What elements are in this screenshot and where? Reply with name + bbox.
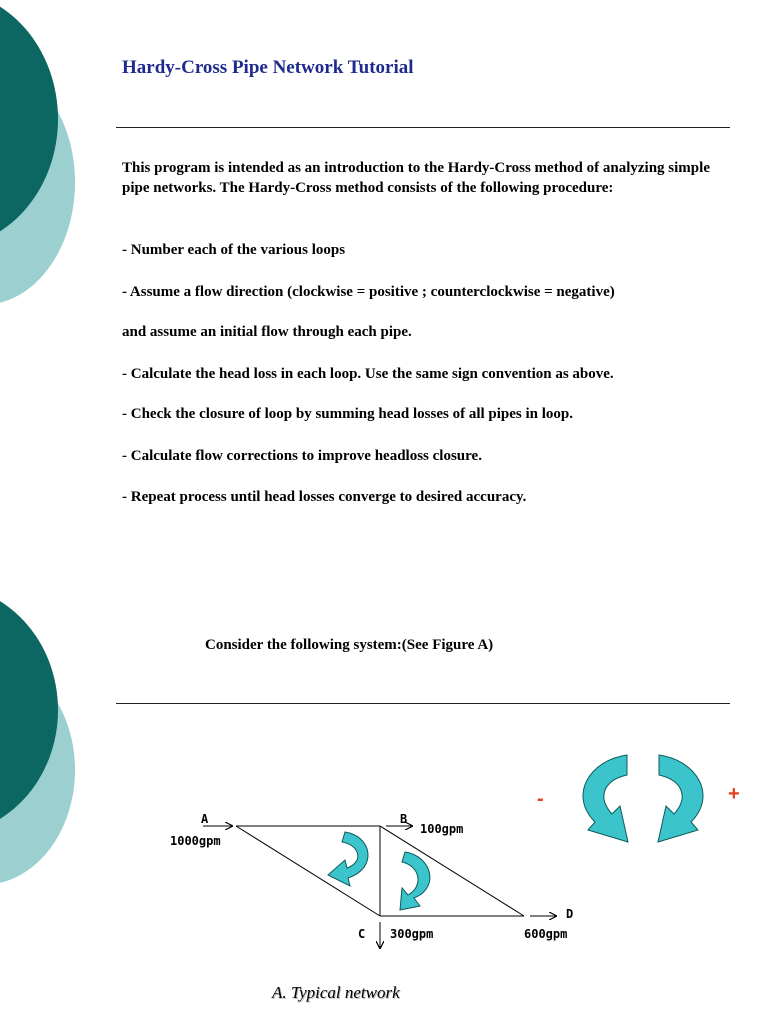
- counterclockwise-arrow-icon: [583, 755, 628, 842]
- step-6: - Repeat process until head losses converge to desired accuracy.: [122, 489, 527, 505]
- step-3: - Calculate the head loss in each loop. Use the same sign convention as above.: [122, 366, 614, 382]
- page-title: Hardy-Cross Pipe Network Tutorial: [122, 57, 414, 78]
- consider-text: Consider the following system:(See Figure A): [205, 637, 494, 653]
- loop-2-arrow-icon: [400, 852, 430, 910]
- step-5: - Calculate flow corrections to improve headloss closure.: [122, 448, 482, 464]
- node-d-label: D: [566, 907, 574, 921]
- node-b-label: B: [400, 812, 408, 826]
- figure-caption: A. Typical network: [272, 983, 400, 1002]
- node-a-label: A: [201, 812, 209, 826]
- flow-c-label: 300gpm: [390, 927, 434, 941]
- step-2-continued: and assume an initial flow through each pipe.: [122, 324, 412, 340]
- step-2: - Assume a flow direction (clockwise = positive ; counterclockwise = negative): [122, 284, 615, 300]
- flow-d-label: 600gpm: [524, 927, 568, 941]
- node-c-label: C: [358, 927, 366, 941]
- clockwise-arrow-icon: [658, 755, 703, 842]
- intro-text: This program is intended as an introduction to the Hardy-Cross method of analyzing simple pipe networks. The Hardy-Cross method consists of the following procedure:: [122, 160, 710, 196]
- loop-1-arrow-icon: [328, 832, 368, 886]
- minus-sign: -: [537, 788, 544, 810]
- step-1: - Number each of the various loops: [122, 242, 346, 258]
- flow-b-label: 100gpm: [420, 822, 464, 836]
- step-4: - Check the closure of loop by summing head losses of all pipes in loop.: [122, 406, 574, 422]
- plus-sign: +: [728, 783, 740, 805]
- pipe-network: [203, 826, 556, 948]
- flow-a-label: 1000gpm: [170, 834, 221, 848]
